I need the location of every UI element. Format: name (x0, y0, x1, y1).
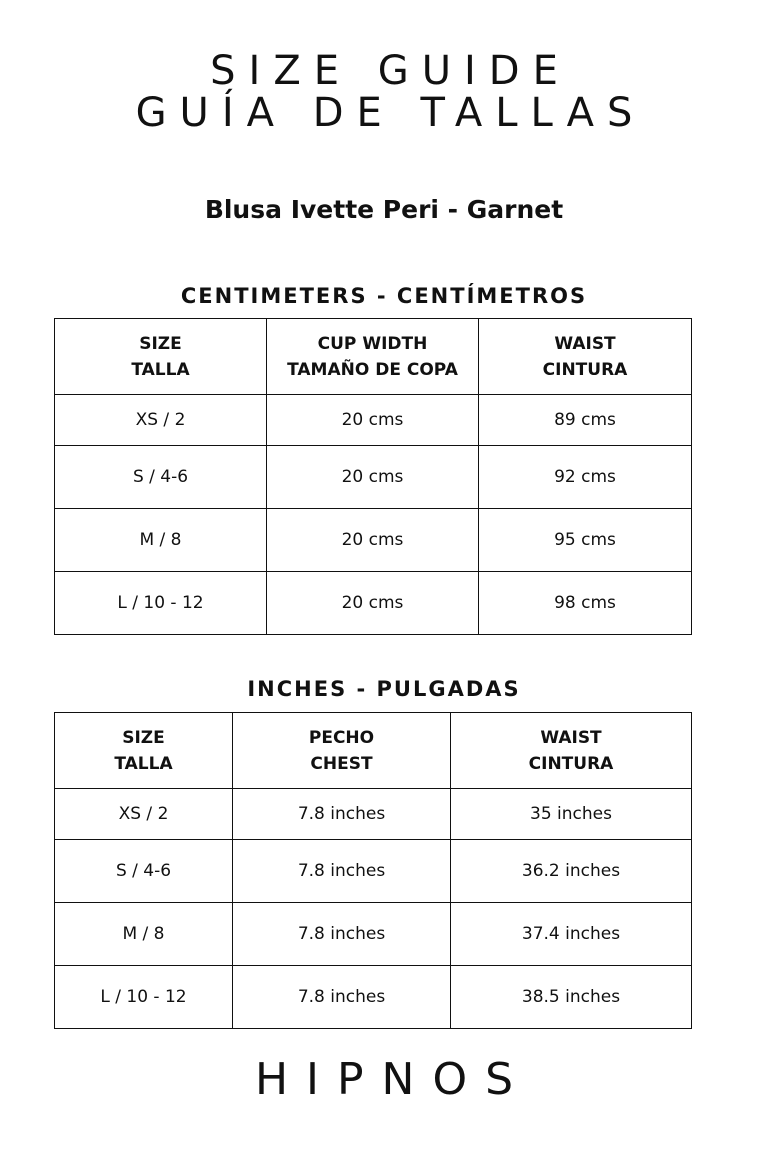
column-header-line: TALLA (114, 753, 173, 774)
column-header-line: WAIST (554, 333, 616, 354)
column-header-line: WAIST (540, 727, 602, 748)
page-title-spanish: GUÍA DE TALLAS (135, 90, 646, 136)
table-row (55, 789, 692, 840)
column-header-line: SIZE (122, 727, 165, 748)
page-title-english: SIZE GUIDE (210, 48, 571, 94)
inches-heading: INCHES - PULGADAS (247, 677, 521, 701)
size-cell: XS / 2 (55, 395, 267, 446)
column-header-chest (233, 713, 451, 789)
column-header-line: CHEST (310, 753, 373, 774)
column-header-size (55, 713, 233, 789)
size-cell: L / 10 - 12 (55, 572, 267, 635)
table-header-row (55, 713, 692, 789)
size-cell: S / 4-6 (55, 446, 267, 509)
waist-cell: 92 cms (479, 446, 692, 509)
brand-logo: HIPNOS (254, 1054, 532, 1105)
column-header-line: CINTURA (542, 359, 628, 380)
column-header-line: SIZE (139, 333, 182, 354)
size-cell: XS / 2 (55, 789, 233, 840)
chest-cell: 7.8 inches (233, 840, 451, 903)
cup-width-cell: 20 cms (267, 572, 479, 635)
size-cell: M / 8 (55, 903, 233, 966)
cup-width-cell: 20 cms (267, 395, 479, 446)
column-header-line: CINTURA (528, 753, 614, 774)
size-cell: M / 8 (55, 509, 267, 572)
centimeters-heading: CENTIMETERS - CENTÍMETROS (180, 284, 588, 308)
chest-cell: 7.8 inches (233, 789, 451, 840)
table-row (55, 395, 692, 446)
column-header-line: CUP WIDTH (317, 333, 428, 354)
table-row (55, 572, 692, 635)
table-row (55, 903, 692, 966)
waist-cell: 95 cms (479, 509, 692, 572)
waist-cell: 36.2 inches (451, 840, 692, 903)
size-cell: L / 10 - 12 (55, 966, 233, 1029)
waist-cell: 37.4 inches (451, 903, 692, 966)
column-header-waist (479, 319, 692, 395)
column-header-line: PECHO (308, 727, 375, 748)
cup-width-cell: 20 cms (267, 446, 479, 509)
centimeters-size-table (54, 318, 692, 635)
cup-width-cell: 20 cms (267, 509, 479, 572)
table-row (55, 966, 692, 1029)
table-header-row (55, 319, 692, 395)
table-row (55, 509, 692, 572)
waist-cell: 38.5 inches (451, 966, 692, 1029)
waist-cell: 98 cms (479, 572, 692, 635)
column-header-line: TAMAÑO DE COPA (287, 359, 458, 380)
size-cell: S / 4-6 (55, 840, 233, 903)
column-header-waist (451, 713, 692, 789)
table-row (55, 840, 692, 903)
product-name: Blusa Ivette Peri - Garnet (204, 195, 564, 224)
waist-cell: 35 inches (451, 789, 692, 840)
chest-cell: 7.8 inches (233, 903, 451, 966)
inches-size-table (54, 712, 692, 1029)
column-header-line: TALLA (131, 359, 190, 380)
table-row (55, 446, 692, 509)
waist-cell: 89 cms (479, 395, 692, 446)
column-header-size (55, 319, 267, 395)
chest-cell: 7.8 inches (233, 966, 451, 1029)
column-header-cup-width (267, 319, 479, 395)
